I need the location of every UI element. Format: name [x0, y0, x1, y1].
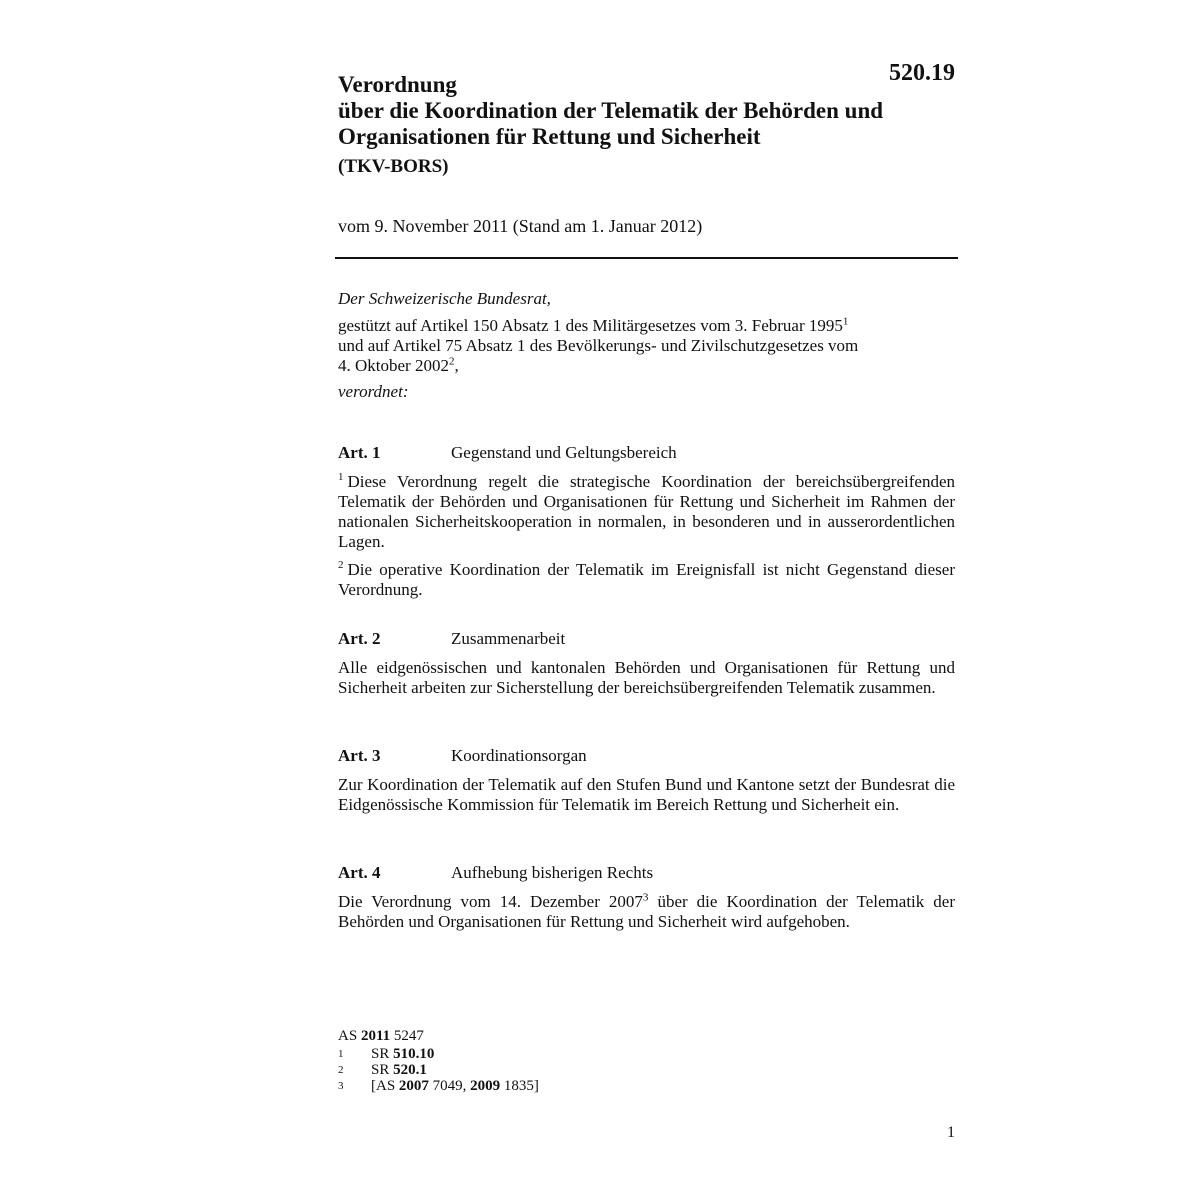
page-number: 1 [947, 1124, 955, 1141]
as-year: 2011 [360, 1028, 391, 1044]
article-title: Aufhebung bisherigen Rechts [451, 863, 654, 882]
footnote [338, 1046, 539, 1062]
article-1 [338, 443, 955, 608]
paragraph-text: Alle eidgenössischen und kantonalen Behörden und Organisationen für Rettung und Sicherheit arbeiten zur Sicherstellung der bereichsübergreifenden Telematik zusammen. [338, 658, 955, 697]
paragraph-text: Zur Koordination der Telematik auf den Stufen Bund und Kantone setzt der Bundesrat die Eidgenössische Kommission für Telematik im Bereich Rettung und Sicherheit ein. [338, 775, 955, 814]
footnote-sr-number: 520.1 [393, 1062, 427, 1078]
footnote-ref[interactable]: 1 [842, 315, 849, 328]
paragraph [338, 472, 955, 552]
article-number: Art. 4 [338, 863, 381, 882]
footnote-text: SR [371, 1046, 394, 1062]
enactment-formula: verordnet: [338, 382, 409, 401]
basis-punct: , [454, 356, 459, 375]
footnote [338, 1078, 539, 1094]
footnote-year: 2007 [398, 1078, 429, 1094]
footnote-ref[interactable]: 2 [448, 355, 455, 368]
issuer: Der Schweizerische Bundesrat, [338, 289, 551, 308]
title-line: über die Koordination der Telematik der Behörden und [338, 98, 884, 123]
article-number: Art. 1 [338, 443, 381, 462]
article-number: Art. 2 [338, 629, 381, 648]
footnote-year: 2009 [470, 1078, 501, 1094]
footnote-number: 3 [338, 1080, 344, 1092]
footnote-number: 1 [338, 1048, 344, 1060]
as-prefix: AS [338, 1028, 361, 1044]
title-block [338, 72, 958, 179]
article-2 [338, 629, 955, 706]
abbreviation: (TKV-BORS) [338, 156, 449, 177]
basis-line: gestützt auf Artikel 150 Absatz 1 des Militärgesetzes vom 3. Februar 1995 [338, 316, 843, 335]
article-title: Zusammenarbeit [451, 629, 566, 648]
footnote-ref[interactable]: 3 [642, 891, 649, 904]
footnote-sr-number: 510.10 [393, 1046, 435, 1062]
footnote-text: 7049, [428, 1078, 471, 1094]
footnote-text: SR [371, 1062, 394, 1078]
paragraph [338, 560, 955, 600]
basis-line: 4. Oktober 2002 [338, 356, 449, 375]
divider-rule [335, 257, 958, 259]
sr-number: 520.19 [889, 60, 955, 86]
paragraph-text: Diese Verordnung regelt die strategische Koordination der bereichsübergreifenden Telematik der Behörden und Organisationen für Rettung und Sicherheit im Rahmen der nationalen Sicherheitskooperation in normalen, in besonderen und in ausserordentlichen Lagen. [338, 472, 955, 551]
as-page: 5247 [390, 1028, 424, 1044]
official-compilation-ref [338, 1028, 424, 1045]
paragraph-text: Die operative Koordination der Telematik im Ereignisfall ist nicht Gegenstand dieser Verordnung. [338, 560, 955, 599]
paragraph [338, 892, 955, 932]
footnote [338, 1062, 539, 1078]
paragraph-text: Die Verordnung vom 14. Dezember 2007 [338, 892, 643, 911]
legal-basis [338, 316, 958, 376]
paragraph-text: über die Koordination der Telematik der Behörden und Organisationen für Rettung und Sicherheit wird aufgehoben. [338, 892, 955, 931]
title-line: Verordnung [338, 72, 457, 97]
footnote-number: 2 [338, 1064, 344, 1076]
title-line: Organisationen für Rettung und Sicherheit [338, 124, 761, 149]
article-3 [338, 746, 955, 823]
footnotes [338, 1046, 539, 1094]
preamble [338, 289, 958, 402]
article-number: Art. 3 [338, 746, 381, 765]
paragraph-number: 1 [338, 471, 344, 484]
paragraph-number: 2 [338, 559, 344, 572]
article-4 [338, 863, 955, 940]
article-title: Koordinationsorgan [451, 746, 587, 765]
footnote-text: [AS [371, 1078, 399, 1094]
basis-line: und auf Artikel 75 Absatz 1 des Bevölkerungs- und Zivilschutzgesetzes vom [338, 336, 859, 355]
article-title: Gegenstand und Geltungsbereich [451, 443, 677, 462]
footnote-text: 1835] [500, 1078, 539, 1094]
date-line: vom 9. November 2011 (Stand am 1. Januar 2012) [338, 216, 703, 236]
